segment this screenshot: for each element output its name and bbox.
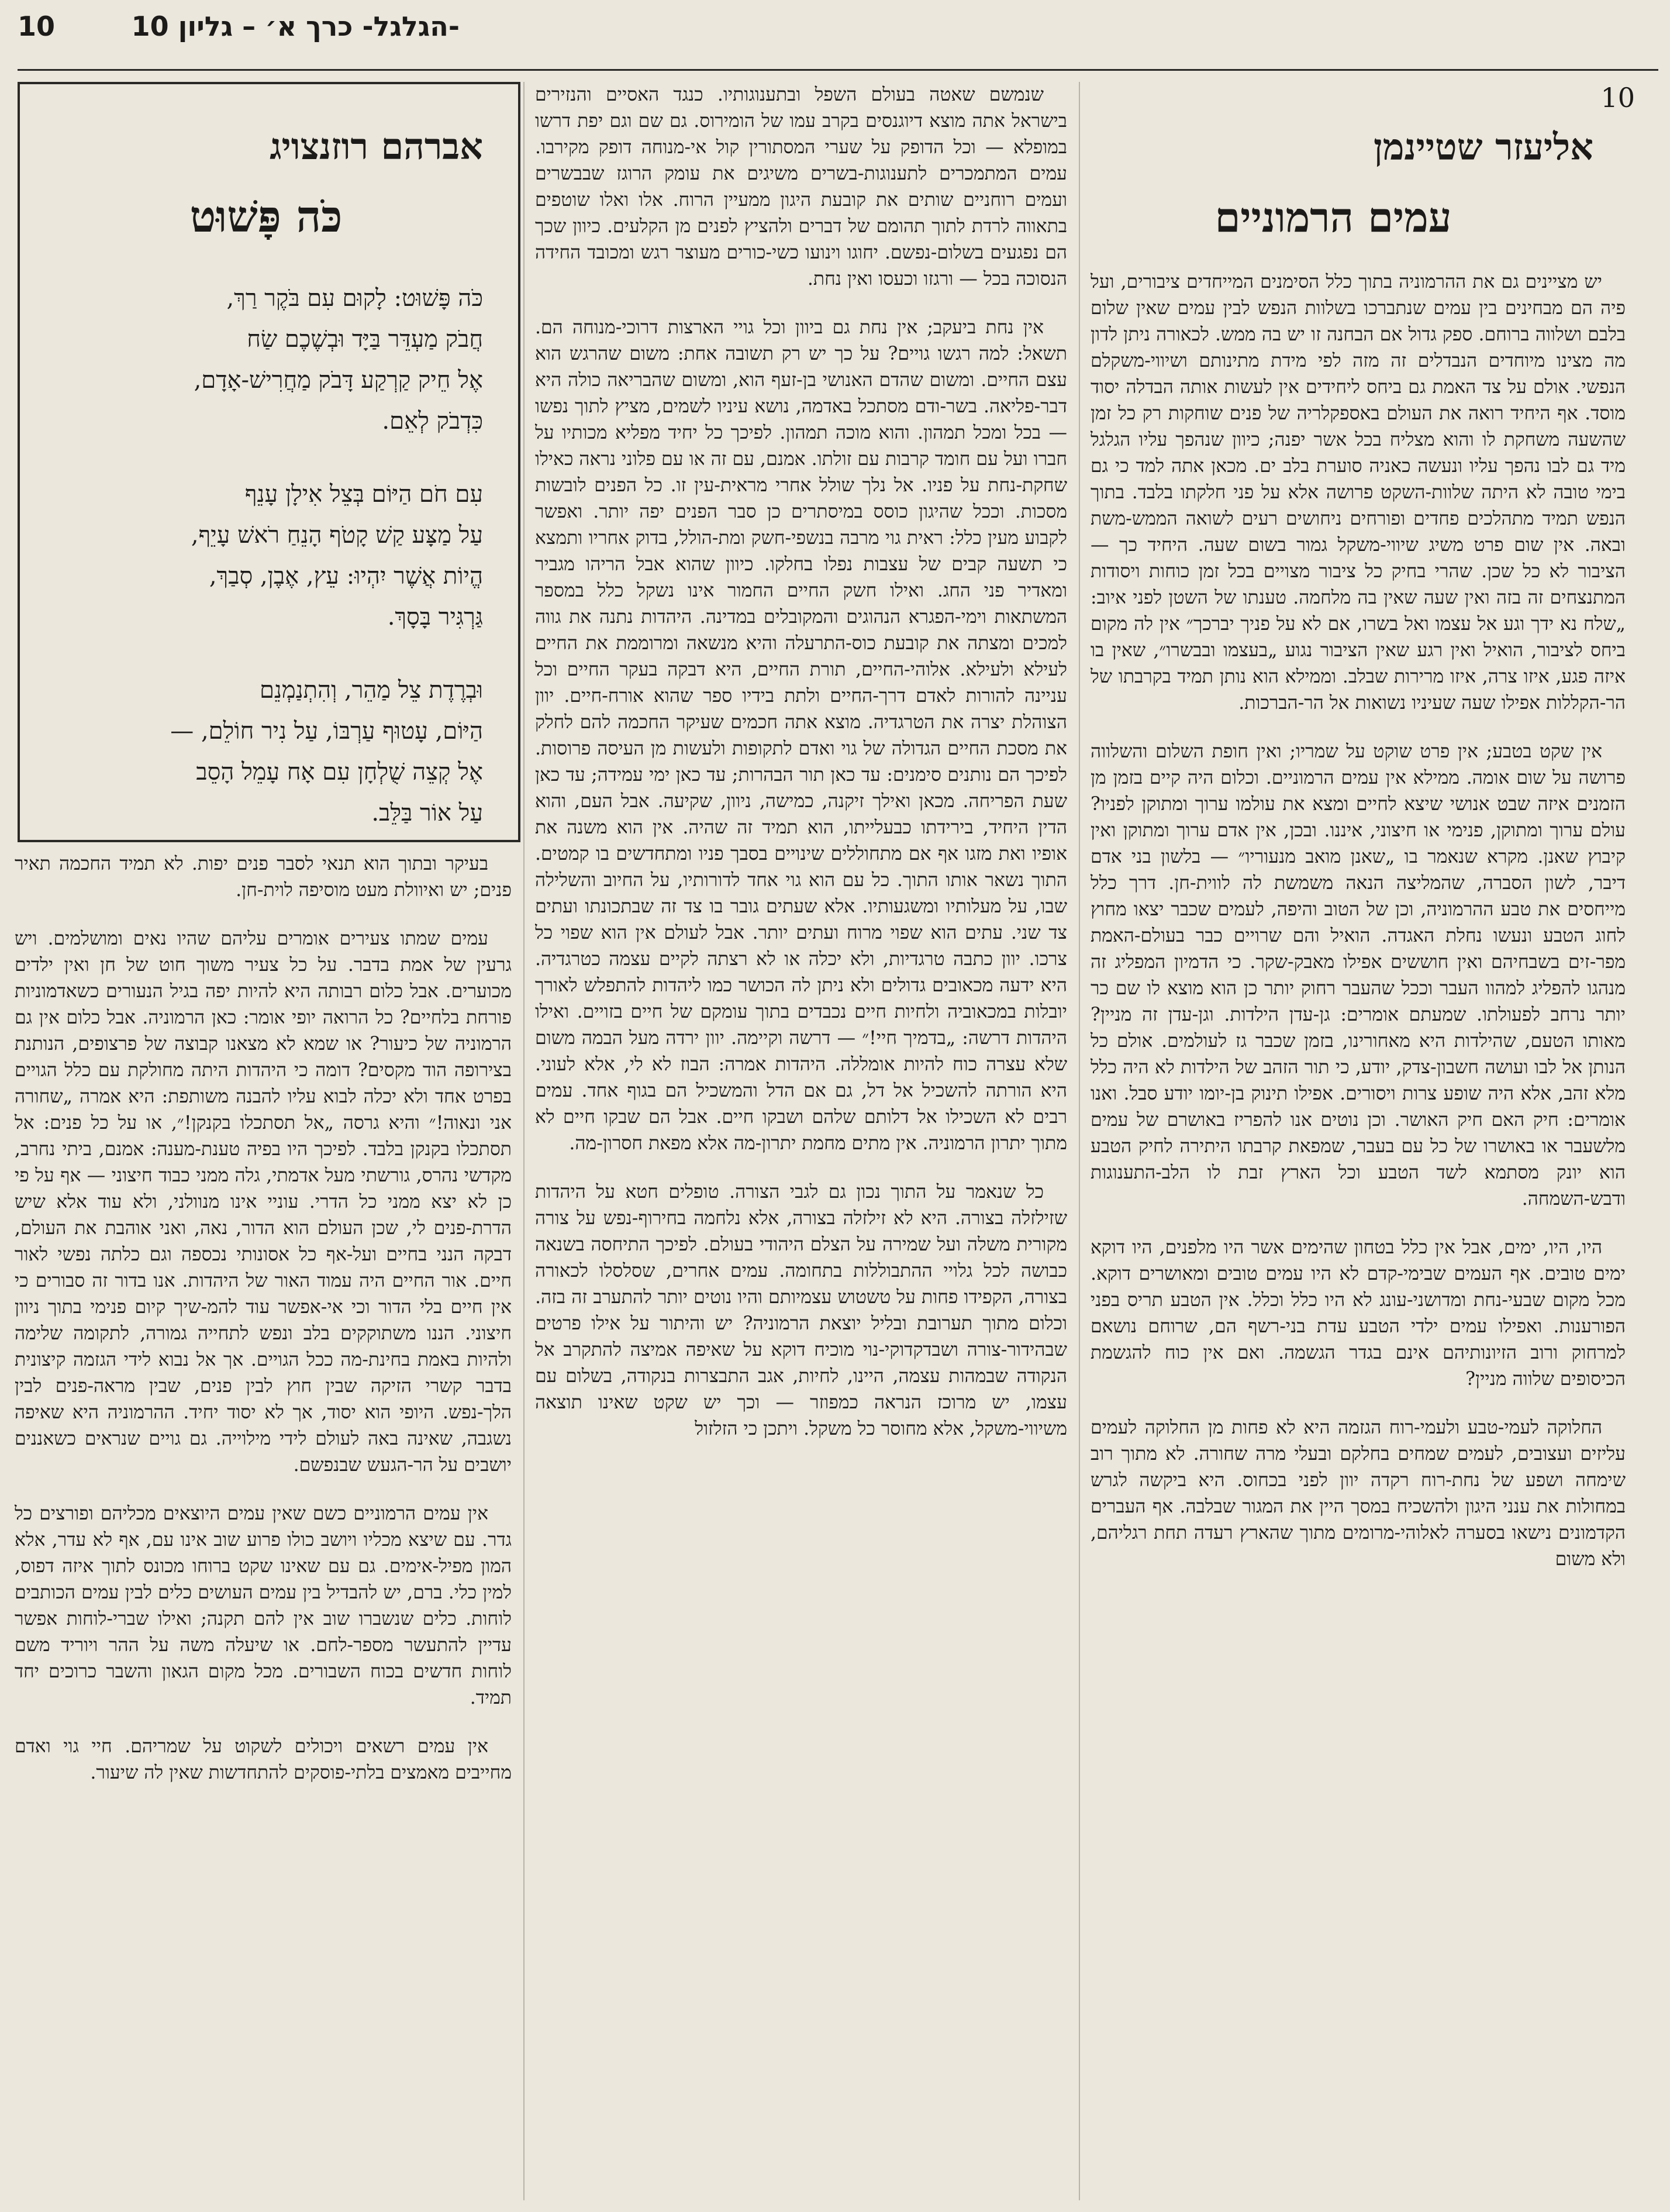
article-paragraph: בעיקר ובתוך הוא תנאי לסבר פנים יפות. לא תמיד החכמה תאיר פנים; יש ואיוולת מעט מוסיפה לוית-חן.	[15, 853, 512, 901]
poem-author: אברהם רוזנצויג	[270, 125, 483, 168]
article-paragraph: שנמשם שאטה בעולם השפל ובתענוגותיו. כנגד האסיים והנזירים בישראל אתה מוצא דיוגנסים בקרב עמו של הומירוס. גם שם וגם יפת דרשו במופלא — וכל הדופק על שערי המסתורין קול אי-מנוחה דופק מקירבו. עמים המתמכרים לתענוגות-בשרים משיגים את עומק הרוגז שבבשרים ועמים רוחניים שותים את קובעת היגון ממעיין הרוח. אלו ואלו שוטפים בתאווה לרדת לתוך תהומם של דברים ולהציץ לפנים מן הקלעים. כיוון שכך הם נפגעים בשלום-נפשם. יחוגו וינועו כשי-כורים מעוצר רגש ומכובד החידה הנסוכה בכל — ורגזו וכעסו ואין נחת.	[535, 84, 1067, 290]
running-header-number: 10	[18, 11, 56, 42]
poem-line: עַל אוֹר בַּלֵּב.	[371, 800, 483, 826]
article-paragraph: אין שקט בטבע; אין פרט שוקט על שמריו; ואין חופת השלום והשלווה פרושה על שום אומה. ממילא אין עמים הרמוניים. וכלום היה קיים בזמן מן הזמנים איזה שבט אנושי שיצא לחיים ומצא את עולמו ערוך ומתוקן לפניו? עולם ערוך ומתוקן, פנימי או חיצוני, איננו. ובכן, אין אדם ערוך ומתוקן ואין קיבוץ שאנן. מקרא שנאמר בו „שאנן מואב מנעוריו״ — בלשון בני אדם דיבר, לשון הסברה, שהמליצה הנאה משמשת לה לווית-חן. דרך כלל מייחסים את טבע ההרמוניה, וכן של הטוב והיפה, לעמים שכבר יצאו מחוץ לחוג הטבע ונעשו נחלת האגדה. הואיל והם שרויים כבר בעולם-האמת מפר-זים בשבחיהם ואין חוששים אפילו מאבק-שקר. כי הדמיון המפליג זה מנהגו להפליג למהוו העבר וככל שהעבר רחוק יותר כן הוא מוצא לו שם כר יותר נרחב לפעולתו. שמעתם אומרים: גן-עדן הילדות. וגן-עדן זה מניין? מאותו הטעם, שהילדות היא מאחורינו, בזמן שכבר גז לעולמים. אולם כל הנותן אל לבו ועושה חשבון-צדק, יודע, כי תור הזהב של הילדות לא היה כלל מלא זהב, אלא היה שופע צרות ויסורים. אפילו תינוק בן-יומו יודע סבל. ואנו אומרים: חיק האם חיק האושר. וכן נוטים אנו להפריז באושרם של עמים מלשעבר או באושרו של כל עם בעבר, שמפאת קרבתו היתירה לחיק הטבע הוא יונק מסתמא לשד הטבע וכל הארץ זבת לו הלב-התענוגות ודבש-השמחה.	[1091, 741, 1626, 1210]
article-column-right	[1091, 269, 1626, 2199]
running-header	[18, 6, 1652, 53]
poem-line: גַּרְגִּיר בָּסָךְ.	[387, 604, 483, 630]
article-author: אליעזר שטיינמן	[1373, 126, 1593, 168]
article-paragraph: יש מציינים גם את ההרמוניה בתוך כלל הסימנים המייחדים ציבורים, ועל פיה הם מבחינים בין עמים שנתברכו בשלוות הנפש לבין עמים שאין שלום בלבם ושלווה ברוחם. ספק גדול אם הבחנה זו יש בה ממש. לכאורה ניתן לדון מה מצינו מיוחדים הנבדלים זה מזה לפי מידת מתינותם ושיווי-משקלם הנפשי. אולם על צד האמת גם ביחס ליחידים אין לעשות אותה הבדלה יסוד מוסד. אף היחיד רואה את העולם באספקלריה של פנים שוחקות רק כל זמן שהשעה משחקת לו והוא מצליח בכל אשר יפנה; כיוון שנהפך עליו הגלגל מיד גם לבו נהפך עליו ונעשה כאניה סוערת בלב ים. מכאן אתה למד כי גם בימי טובה לא היתה שלוות-השקט פרושה אלא על פני חלקתו בלבד. בתוך הנפש תמיד מתהלכים פחדים ופורחים ניחושים רעים לשואה הממש-משת ובאה. אין שום פרט משיג שיווי-משקל גמור בשום שעה. היחיד כך — הציבור לא כל שכן. שהרי בחיק כל ציבור מצויים בכל זמן כוחות ויסודות המתנצחים זה בזה ואין שעה שאין בה מלחמה. טענתו של השטן לפני איוב: „שלח נא ידך וגע אל עצמו ואל בשרו, אם לא על פניך יברכך״ אין לה מקום ביחס לציבור, הואיל ואין רגע שאין הציבור נגוע „בעצמו ובבשרו״, שאין בו איזה פגע, איזו צרה, איזו מרירות שבלב. וממילא הוא נותן תמיד בקרבתו של הר-הקללות אפילו שעה שעיניו נשואות אל הר-הברכות.	[1091, 271, 1626, 714]
article-title: עמים הרמוניים	[1214, 193, 1452, 242]
column-divider	[523, 82, 525, 2200]
poem-box	[18, 82, 520, 842]
article-paragraph: כל שנאמר על התוך נכון גם לגבי הצורה. טופלים חטא על היהדות שזילזלה בצורה. היא לא זילזלה בצורה, אלא נלחמה בחירוף-נפש על צורה מקורית משלה ועל שמירה על הצלם היהודי בעולם. לפיכך התיחסה בשנאה כבושה לכל גלויי ההתבוללות בתחומה. עמים אחרים, שסלסלו לכאורה בצורה, הקפידו פחות על טשטוש עצמיותם והיו נוטים יותר להתערב זה בזה. וכלום מתוך תערובת ובליל יוצאת הרמוניה? יש והיתור על אילו פרטים שבהידור-צורה ושבדקדוקי-נוי מוכיח דוקא על שאיפה אמיצה להתקרב אל הנקודה שבמהות עצמה, היינו, לחיות, אגב התבצרות בנקודה, בשלום עם עצמו, יש מרוכז הנראה כמפוזר — וכך יש שקט שאינו תוצאה משיווי-משקל, אלא מחוסר כל משקל. ויתכן כי הזלזול	[535, 1181, 1067, 1439]
poem-stanza	[49, 474, 483, 638]
poem-line: הַיּוֹם, עָטוּף עַרְבּוֹ, עַל נִיר חוֹלֵם, —	[170, 718, 483, 745]
poem-line: חֲבֹק מַעְדֵּר בַּיָּד וּבְשֶׁכֶם שַׂח	[247, 326, 483, 353]
article-paragraph: היו, היו, ימים, אבל אין כלל בטחון שהימים אשר היו מלפנים, היו דוקא ימים טובים. אף העמים שבימי-קדם לא היו עמים טובים ומאושרים דוקא. מכל מקום שבעי-נחת ומדושני-עונג לא היו כלל וכלל. אין הטבע תריס בפני הפורענות. ואפילו עמים ילדי הטבע עדת בני-רשף הם, שרוחם נושאם למרחוק ורוב הזיונותיהם אינם בגדר הגשמה. ואם אין כוח להגשמת הכיסופים שלווה מניין?	[1091, 1237, 1626, 1390]
poem-line: אֶל קְצֵה שֻׁלְחָן עִם אָח עָמֵל הָסֵב	[196, 759, 483, 785]
poem-title: כֹּה פָּשׁוּט	[189, 192, 343, 242]
poem-line: כִּדְבֹק לְאֵם.	[382, 408, 483, 435]
article-paragraph: אין עמים הרמוניים כשם שאין עמים היוצאים מכליהם ופורצים כל גדר. עם שיצא מכליו ויושב כולו פרוע שוב אינו עם, אף לא עדר, אלא המון מפיל-אימים. גם עם שאינו שקט ברוחו מכונס לתוך איזה דפוס, למין כלי. ברם, יש להבדיל בין עמים העושים כלים לבין עמים הכותבים לוחות. כלים שנשברו שוב אין להם תקנה; ואילו שברי-לוחות אפשר עדיין להתעשר מספר-לחם. או שיעלה משה על ההר ויוריד משם לוחות חדשים בכוח השבורים. מכל מקום הגאון והשבר כרוכים יחד תמיד.	[15, 1503, 512, 1708]
header-rule	[18, 69, 1658, 71]
column-divider	[1079, 82, 1080, 2200]
article-column-left	[15, 851, 512, 2199]
poem-line: עִם חֹם הַיּוֹם בְּצֵל אִילָן עָנֵף	[244, 481, 483, 508]
article-paragraph: עמים שמתו צעירים אומרים עליהם שהיו נאים ומושלמים. ויש גרעין של אמת בדבר. על כל צעיר משוך חוט של חן ואין ילדים מכוערים. אבל כלום רבותה היא להיות יפה בגיל הנעורים כשאדמוניות פורחת בלחיים? כל הרואה יופי אומר: כאן הרמוניה. אבל כלום אין גם הרמוניה של כיעור? או שמא לא מצאנו קבוצה של פרצופים, הנותנת בצירופה הוד מקסים? דומה כי היהדות היתה מחולקת עם כלל הגויים בפרט אחד ולא יכלה לבוא עליו להבנה משותפת: היא אמרה „שחורה אני ונאוה!״ והיא גרסה „אל תסתכלו בקנקן!״, או על כל פנים: אל תסתכלו בקנקן בלבד. לפיכך היו בפיה טענת-מענה: אמנם, ביתי נחרב, מקדשי נהרס, גורשתי מעל אדמתי, גלה ממני כבוד חיצוני — אף על פי כן לא יצא ממני כל הדרי. עוניי אינו מנוולני, ולא עוד אלא שיש הדרת-פנים לי, שכן העולם הוא הדור, נאה, ואני אוהבת את העולם, דבקה הנני בחיים ועל-אף כל אסונותי נכספה וגם כלתה נפשי לאור חיים. אור החיים היה עמוד האור של היהדות. אנו בדור זה סבורים כי אין חיים בלי הדור וכי אי-אפשר עוד להמ-שיך קיום פנימי בתוך ניוון חיצוני. הננו משתוקקים בלב ונפש לתחייה גמורה, לתקומה שלימה ולהיות באמת בחינת-מה ככל הגויים. אך אל נבוא לידי הגזמה קיצונית בדבר קשרי הזיקה שבין חוץ לבין פנים, שבין מראה-פנים לבין הלך-נפש. היופי הוא יסוד, אך לא יסוד יחיד. ההרמוניה היא שאיפה נשגבה, שאינה באה לעולם לידי מילוייה. גם גויים שנראים כשאננים יושבים על הר-הגעש שבנפשם.	[15, 928, 512, 1476]
article-paragraph: אין נחת ביעקב; אין נחת גם ביוון וכל גויי הארצות דרוכי-מנוחה הם. תשאל: למה רגשו גויים? על כך יש רק תשובה אחת: משום שהרגש הוא עצם החיים. ומשום שהדם האנושי בן-זעף הוא, ומשום שהבריאה כולה היא דבר-פליאה. בשר-ודם מסתכל באדמה, נושא עיניו לשמים, מציץ לתוך נפשו — בכל ומכל תמהון. והוא מוכה תמהון. לפיכך כל יחיד מפליא מכותיו על חברו ועל עם חומד קרבות עם זולתו. אמנם, עם זה או עם פלוני נראה כאילו שחקת-נחת על פניו. אל נלך שולל אחרי מראית-עין זו. כל הפנים לובשות מסכות. וככל שהיגון כוסס במיסתרים כן סבר הפנים יפה יותר. ואפשר לקבוע מעין כלל: ראית גוי מרבה בנשפי-חשק ומת-הולל, בדוק אחריו ותמצא כי תשעה קבים של עצבות נפלו בחלקו. כיוון שהוא אבל הריהו מגביר ומאדיר פני החג. ואילו חשק החיים החמור אינו נשקל כלל במספר המשתאות וימי-הפגרא הנהוגים והמקובלים במדינה. היהדות נתנה את גווה למכים ומצתה את קובעת כוס-התרעלה והיא מנשאה ומרוממת את החיים לעילא ולעילא. אלוהי-החיים, תורת החיים, היא דבקה בעקר החיים וכל עניינה להורות לאדם דרך-החיים ולתת בידיו ספר שהוא אורח-חיים. יוון הצוהלת יצרה את הטרגדיה. מוצא אתה חכמים שעיקר החכמה להם לחלק את מסכת החיים הגדולה של גוי ואדם לתקופות ולעשות מן העיסה פרוסות. לפיכך הם נותנים סימנים: עד כאן תור הבהרות; עד כאן ימי עמידה; עד כאן שעת הפריחה. מכאן ואילך זיקנה, כמישה, ניוון, שקיעה. אבל העם, והוא הדין היחיד, בירידתו כבעלייתו, הוא תמיד זה שהיה. אין הוא משנה את אופיו ואת מזגו אף אם מתחוללים שינויים בסבך פניו ומתחדשים בו קמטים. התוך נשאר אותו התוך. כל עם הוא גוי אחד לדורותיו, על החיוב והשלילה שבו, על מעלותיו ומשגעותיו. אלא שעתים גובר בו צד זה שבתכונתו ועתים צד שני. עתים הוא שפוי מרוח ועתים יותר. אבל לעולם אין הוא שפוי כל צרכו. יוון כתבה טרגדיות, ולא יכלה או לא רצתה לקיים עצמה כטרגדיה. היא ידעה מכאובים גדולים ולא ניתן לה הכושר כמו ליהדות להתפלש לאורך יובלות במכאוביה ולחיות חיים נכבדים בתוך עומקם של חיים בזויים. ואילו היהדות דרשה: „בדמיך חיי!״ — דרשה וקיימה. יוון ירדה מעל הבמה משום שלא עצרה כוח להיות אומללה. היהדות אמרה: הבוז לא לי, אלא לעוני. היא הורתה להשכיל אל דל, גם אם הדל והמשכיל הם בגוף אחד. עמים רבים לא השכילו אל דלותם שלהם ושבקו חיים. אבל הם שבקו חיים לא מתוך יתרון הרמוניה. אין מתים מחמת יתרון-מה אלא מפאת חסרון-מה.	[535, 317, 1067, 1154]
running-header-title: -הגלגל- כרך א׳ – גליון 10	[131, 11, 460, 42]
article-column-middle	[535, 82, 1067, 2199]
article-paragraph: החלוקה לעמי-טבע ולעמי-רוח הגזמה היא לא פחות מן החלוקה לעמים עליזים ועצובים, לעמים שמחים בחלקם ובעלי מרה שחורה. לא מתוך רוב שימחה ושפע של נחת-רוח רקדה יוון לפני בכחוס. היא ביקשה לגרש במחולות את ענני היגון ולהשכיח במסך היין את המגור שבלבה. אף העברים הקדמונים נישאו בסערה לאלוהי-מרומים מתוך שהארץ רעדה תחת רגליהם, ולא משום	[1091, 1417, 1626, 1570]
poem-line: כֹּה פָּשׁוּט: לָקוּם עִם בֹּקֶר רַךְ,	[226, 285, 483, 312]
poem-stanza	[49, 278, 483, 442]
page-number: 10	[1600, 82, 1635, 113]
poem-line: עַל מַצָּע קַשׁ קָטֹף הָנֵחַ רֹאשׁ עָיֵף,	[191, 522, 483, 549]
poem-line: וּבְרֶדֶת צֵל מַהֵר, וְהִתְנַמְנֵם	[259, 677, 483, 704]
poem-line: אֶל חֵיק קַרְקַע דָּבֹק מַחֲרִישׁ-אָדָם,	[194, 367, 483, 394]
article-paragraph: אין עמים רשאים ויכולים לשקוט על שמריהם. חיי גוי ואדם מחייבים מאמצים בלתי-פוסקים להתחדשות שאין לה שיעור.	[15, 1736, 512, 1783]
poem-line: הֱיוֹת אֲשֶׁר יִהְיוּ: עֵץ, אֶבֶן, סְבַךְ,	[209, 563, 483, 590]
poem-stanza	[49, 670, 483, 833]
